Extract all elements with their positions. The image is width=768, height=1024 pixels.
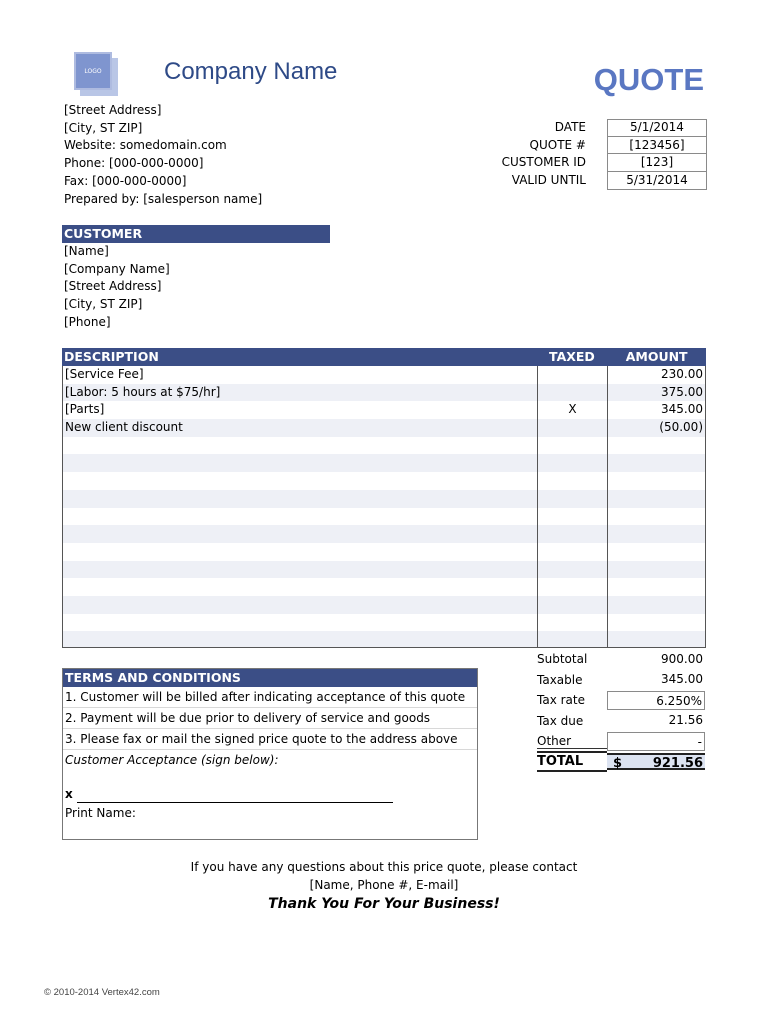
customer-street[interactable]: [Street Address] xyxy=(64,279,162,294)
customer-city[interactable]: [City, ST ZIP] xyxy=(64,297,143,312)
contact-fax: Fax: [000-000-0000] xyxy=(64,173,187,188)
contact-street: [Street Address] xyxy=(64,103,162,117)
item-taxed[interactable] xyxy=(537,384,608,402)
item-description[interactable] xyxy=(63,490,537,508)
item-amount[interactable] xyxy=(608,490,705,508)
table-body xyxy=(62,366,706,648)
contact-note xyxy=(0,858,768,894)
document-title: QUOTE xyxy=(593,62,704,97)
customer-company[interactable]: [Company Name] xyxy=(64,261,170,276)
terms-heading: TERMS AND CONDITIONS xyxy=(63,669,477,687)
company-logo xyxy=(74,52,112,90)
meta-label: DATE xyxy=(554,120,586,134)
table-row[interactable] xyxy=(63,543,705,561)
table-row[interactable] xyxy=(63,384,705,402)
table-row[interactable] xyxy=(63,419,705,437)
subtotal-row xyxy=(537,649,705,670)
item-taxed[interactable] xyxy=(537,596,608,614)
subtotal-label: Subtotal xyxy=(537,652,588,667)
tax-due-row xyxy=(537,711,705,732)
other-label: Other xyxy=(537,734,607,749)
item-description[interactable] xyxy=(63,472,537,490)
item-amount[interactable] xyxy=(608,578,705,596)
item-description[interactable] xyxy=(63,454,537,472)
table-row[interactable] xyxy=(63,596,705,614)
item-taxed[interactable]: X xyxy=(568,402,577,417)
table-row[interactable] xyxy=(63,508,705,526)
item-amount[interactable] xyxy=(608,454,705,472)
company-contact xyxy=(64,102,262,208)
item-description[interactable]: New client discount xyxy=(65,420,183,435)
customer-phone[interactable]: [Phone] xyxy=(64,314,111,329)
total-value: 921.56 xyxy=(652,756,703,772)
item-taxed[interactable] xyxy=(537,366,608,384)
table-row[interactable] xyxy=(63,472,705,490)
item-amount[interactable] xyxy=(608,437,705,455)
item-taxed[interactable] xyxy=(537,614,608,632)
meta-row-valid-until xyxy=(500,172,707,190)
contact-prepared-by: Prepared by: [salesperson name] xyxy=(64,191,263,206)
column-header-description: DESCRIPTION xyxy=(64,349,159,364)
meta-label: CUSTOMER ID xyxy=(501,155,586,170)
item-amount[interactable]: 345.00 xyxy=(661,402,703,417)
table-row[interactable] xyxy=(63,454,705,472)
item-taxed[interactable] xyxy=(537,631,608,648)
column-divider xyxy=(607,366,608,647)
table-row[interactable] xyxy=(63,401,705,419)
term-item: 1. Customer will be billed after indicating acceptance of this quote xyxy=(63,687,477,708)
column-header-taxed: TAXED xyxy=(549,349,595,364)
subtotal-value: 900.00 xyxy=(661,651,703,666)
item-amount[interactable] xyxy=(608,543,705,561)
item-amount[interactable] xyxy=(608,561,705,579)
customer-id-field[interactable]: [123] xyxy=(607,154,707,172)
item-amount[interactable] xyxy=(608,631,705,648)
signature-mark: x xyxy=(65,787,73,801)
tax-rate-row xyxy=(537,690,705,711)
item-description[interactable] xyxy=(63,614,537,632)
item-taxed[interactable] xyxy=(537,490,608,508)
customer-name[interactable]: [Name] xyxy=(64,244,109,258)
customer-acceptance-label: Customer Acceptance (sign below): xyxy=(65,753,279,767)
taxable-label: Taxable xyxy=(537,672,583,687)
tax-due-value: 21.56 xyxy=(668,713,703,728)
contact-note-line: If you have any questions about this price quote, please contact xyxy=(190,860,578,874)
item-taxed[interactable] xyxy=(537,561,608,579)
contact-note-details: [Name, Phone #, E-mail] xyxy=(309,878,459,892)
table-row[interactable] xyxy=(63,631,705,648)
totals-block xyxy=(537,649,705,772)
item-amount[interactable]: 375.00 xyxy=(661,384,703,399)
table-row[interactable] xyxy=(63,561,705,579)
thank-you-message: Thank You For Your Business! xyxy=(268,896,500,912)
line-items-table xyxy=(62,348,706,648)
term-item: 2. Payment will be due prior to delivery of service and goods xyxy=(63,708,477,729)
term-item: 3. Please fax or mail the signed price quote to the address above xyxy=(63,729,477,750)
item-amount[interactable] xyxy=(608,525,705,543)
quote-number-field[interactable]: [123456] xyxy=(607,137,707,155)
item-description[interactable] xyxy=(63,525,537,543)
meta-row-date xyxy=(500,119,707,137)
print-name-label: Print Name: xyxy=(65,806,136,820)
tax-due-label: Tax due xyxy=(537,713,584,728)
taxable-value: 345.00 xyxy=(661,672,703,687)
tax-rate-field[interactable]: 6.250% xyxy=(607,691,705,710)
item-taxed[interactable] xyxy=(537,454,608,472)
item-taxed[interactable] xyxy=(537,437,608,455)
item-taxed[interactable] xyxy=(537,578,608,596)
copyright-notice: © 2010-2014 Vertex42.com xyxy=(44,987,160,998)
meta-label: VALID UNTIL xyxy=(511,173,586,188)
other-row xyxy=(537,731,705,752)
item-description[interactable] xyxy=(63,437,537,455)
quote-meta xyxy=(500,119,707,190)
column-header-amount: AMOUNT xyxy=(625,349,688,364)
item-description[interactable]: [Parts] xyxy=(65,402,105,417)
total-value-cell xyxy=(607,753,705,770)
table-row[interactable] xyxy=(63,490,705,508)
item-amount[interactable] xyxy=(608,596,705,614)
table-row[interactable] xyxy=(63,614,705,632)
column-divider xyxy=(537,366,538,647)
item-description[interactable]: [Labor: 5 hours at $75/hr] xyxy=(65,384,221,399)
company-name: Company Name xyxy=(164,58,338,85)
taxable-row xyxy=(537,670,705,691)
valid-until-field[interactable]: 5/31/2014 xyxy=(607,172,707,190)
terms-box xyxy=(62,668,478,840)
date-field[interactable]: 5/1/2014 xyxy=(607,119,707,137)
table-header xyxy=(62,348,706,366)
item-description[interactable] xyxy=(63,561,537,579)
meta-row-customer-id xyxy=(500,154,707,172)
item-description[interactable] xyxy=(63,508,537,526)
item-amount[interactable]: 230.00 xyxy=(661,367,703,381)
other-field[interactable]: - xyxy=(607,732,705,751)
item-amount[interactable] xyxy=(608,508,705,526)
item-description[interactable] xyxy=(63,631,537,648)
item-description[interactable] xyxy=(63,578,537,596)
item-taxed[interactable] xyxy=(537,525,608,543)
table-row[interactable] xyxy=(63,525,705,543)
currency-symbol: $ xyxy=(613,756,623,772)
item-taxed[interactable] xyxy=(537,508,608,526)
total-label: TOTAL xyxy=(537,751,607,772)
item-amount[interactable]: (50.00) xyxy=(659,420,703,435)
table-row[interactable] xyxy=(63,437,705,455)
customer-info xyxy=(64,243,170,332)
item-taxed[interactable] xyxy=(537,472,608,490)
contact-website: Website: somedomain.com xyxy=(64,138,227,153)
signature-line[interactable] xyxy=(77,802,393,803)
meta-label: QUOTE # xyxy=(529,137,586,152)
item-taxed[interactable] xyxy=(537,543,608,561)
table-row[interactable] xyxy=(63,578,705,596)
item-amount[interactable] xyxy=(608,472,705,490)
item-description[interactable] xyxy=(63,596,537,614)
meta-row-quote-number xyxy=(500,137,707,155)
item-taxed[interactable] xyxy=(537,419,608,437)
total-row xyxy=(537,752,705,773)
tax-rate-label: Tax rate xyxy=(537,693,585,708)
contact-city: [City, ST ZIP] xyxy=(64,120,143,135)
logo-text: LOGO xyxy=(84,67,102,75)
item-description[interactable] xyxy=(63,543,537,561)
contact-phone: Phone: [000-000-0000] xyxy=(64,156,204,171)
table-row[interactable] xyxy=(63,366,705,384)
item-amount[interactable] xyxy=(608,614,705,632)
item-description[interactable]: [Service Fee] xyxy=(65,367,144,381)
customer-heading: CUSTOMER xyxy=(62,225,330,243)
